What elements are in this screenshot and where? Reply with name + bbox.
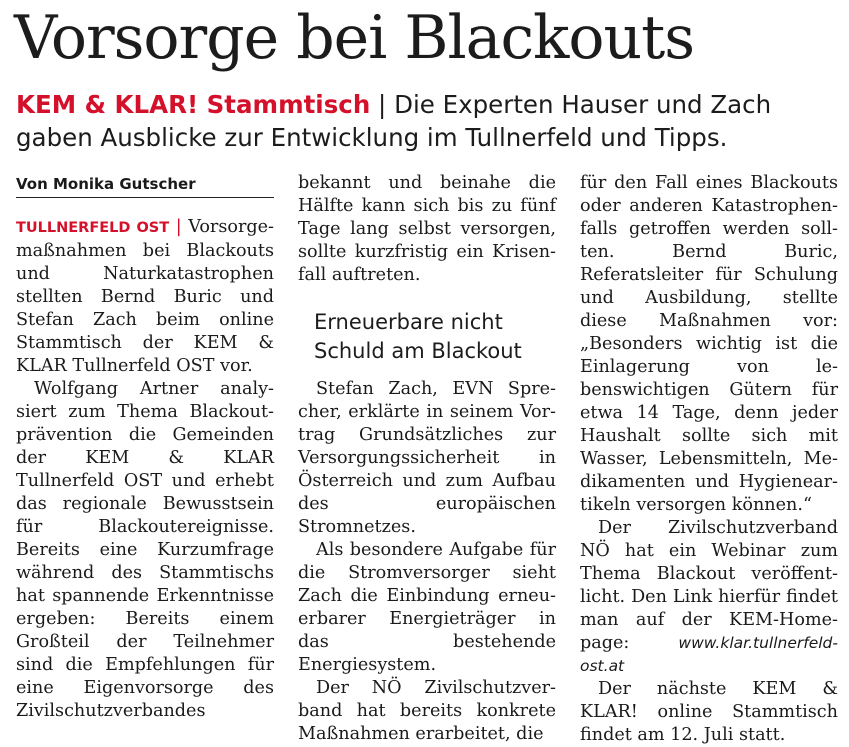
paragraph-4: Als besondere Aufgabe für die Stromversorger sieht Zach die Einbindung erneuerbarer Energieträger in das bestehende Energiesystem.: [298, 540, 556, 675]
byline: Von Monika Gutscher: [16, 174, 274, 198]
paragraph-6: [580, 517, 838, 678]
deck-text: Die Experten Hauser und Zach gaben Ausblicke zur Entwicklung im Tullnerfeld und Tipps.: [16, 90, 772, 152]
location-tag: TULLNERFELD OST: [16, 220, 170, 236]
column-3: [580, 172, 838, 747]
paragraph-7: Der nächste KEM & KLAR! online Stammtisch findet am 12. Juli statt.: [580, 679, 838, 745]
headline: Vorsorge bei Blackouts: [14, 3, 695, 73]
paragraph-1-text: Vorsorgemaßnahmen bei Blackouts und Naturkatastrophen stellten Bernd Buric und Stefan Zach beim online Stammtisch der KEM & KLAR Tullnerfeld OST vor.: [16, 217, 274, 376]
kicker: KEM & KLAR! Stammtisch: [16, 90, 371, 119]
paragraph-5-start: Der NÖ Zivilschutzverband hat bereits konkrete Maßnahmen erarbeitet, die: [298, 678, 556, 744]
subtitle: Erneuerbare nicht Schuld am Blackout: [314, 310, 522, 363]
kicker-separator: |: [370, 90, 395, 119]
homepage-link[interactable]: www.klar.tullnerfeld-ost.at: [580, 634, 838, 675]
deck: [16, 88, 816, 154]
paragraph-5-cont: für den Fall eines Blackouts oder anderen Katastrophenfalls getroffen werden sollten. Bernd Buric, Referatsleiter für Schulung und Ausbildung, stellte diese Maßnahmen vor: „Besonders wichtig ist die Einlagerung von lebenswichtigen Gütern für etwa 14 Tage, denn jeder Haushalt sollte sich mit Wasser, Lebensmitteln, Medikamenten und Hygieneartikeln versorgen können.“: [580, 173, 838, 515]
location-separator: |: [169, 217, 189, 237]
column-1: [16, 174, 274, 723]
paragraph-2-cont: bekannt und beinahe die Hälfte kann sich bis zu fünf Tage lang selbst versorgen, sollte kurzfristig ein Krisenfall auftreten.: [298, 173, 556, 285]
paragraph-6-text: Der Zivilschutzverband NÖ hat ein Webinar zum Thema Blackout veröffentlicht. Den Link hierfür findet man auf der KEM-Homepage:: [580, 518, 838, 653]
column-2: [298, 172, 556, 746]
paragraph-2-start: Wolfgang Artner analysiert zum Thema Blackoutprävention die Gemeinden der KEM & KLAR Tullnerfeld OST und erhebt das regionale Bewusstsein für Blackoutereignisse. Bereits eine Kurzumfrage während des Stammtischs hat spannende Erkenntnisse ergeben: Bereits einem Großteil der Teilnehmer sind die Empfehlungen für eine Eigenvorsorge des Zivilschutzverbandes: [16, 379, 274, 721]
paragraph-1: [16, 216, 274, 378]
paragraph-3: Stefan Zach, EVN Sprecher, erklärte in seinem Vortrag Grundsätzliches zur Versorgungssicherheit in Österreich und zum Aufbau des europäischen Stromnetzes.: [298, 379, 556, 537]
